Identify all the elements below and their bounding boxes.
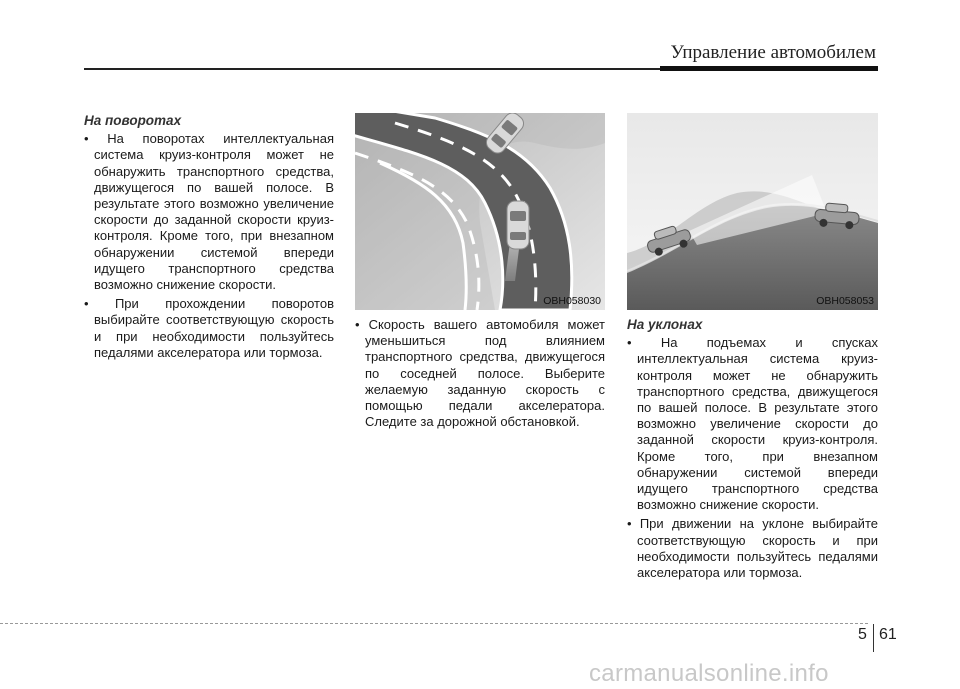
- bullet-paragraph: • При движении на уклоне выбирайте соответствующую скорость и при необходимости пользуйтесь педалями акселератора или тормоза.: [627, 516, 878, 581]
- column-right: [627, 317, 878, 584]
- bullet-paragraph: • На подъемах и спусках интеллектуальная система круиз-контроля может не обнаружить транспортного средства, движущегося по вашей полосе. В результате этого возможно увеличение скорости до заданной скорости круиз-контроля. Кроме того, при внезапном обнаружении системой впереди идущего транспортного средства возможно снижение скорости.: [627, 335, 878, 513]
- curved-road-illustration: [355, 113, 605, 310]
- figure-code: OBH058030: [543, 295, 601, 307]
- figure-hill-road: [627, 113, 878, 310]
- page-number-divider: [873, 624, 874, 652]
- hill-road-illustration: [627, 113, 878, 310]
- footer-dashed-rule: [0, 623, 868, 624]
- site-watermark: carmanualsonline.info: [589, 660, 829, 687]
- column-middle: [355, 317, 605, 433]
- section-heading-slopes: На уклонах: [627, 317, 703, 332]
- figure-code: OBH058053: [816, 295, 874, 307]
- page-number: 61: [879, 626, 897, 643]
- figure-curved-road: [355, 113, 605, 310]
- bullet-paragraph: • При прохождении поворотов выбирайте соответствующую скорость и при необходимости пользуйтесь педалями акселератора или тормоза.: [84, 296, 334, 360]
- bullet-paragraph: • Скорость вашего автомобиля может уменьшиться под влиянием транспортного средства, движущегося по соседней полосе. Выберите желаемую заданную скорость с помощью педали акселератора. Следите за дорожной обстановкой.: [355, 317, 605, 430]
- chapter-number: 5: [858, 626, 867, 643]
- page-header-title: Управление автомобилем: [670, 42, 876, 63]
- bullet-paragraph: • На поворотах интеллектуальная система круиз-контроля может не обнаружить транспортного средства, движущегося по вашей полосе. В результате этого возможно увеличение скорости до заданной скорости круиз-контроля. Кроме того, при внезапном обнаружении системой впереди идущего транспортного средства возможно снижение скорости.: [84, 131, 334, 293]
- header-rule-accent: [660, 66, 878, 71]
- section-heading-curves: На поворотах: [84, 113, 182, 128]
- column-left: [84, 113, 334, 364]
